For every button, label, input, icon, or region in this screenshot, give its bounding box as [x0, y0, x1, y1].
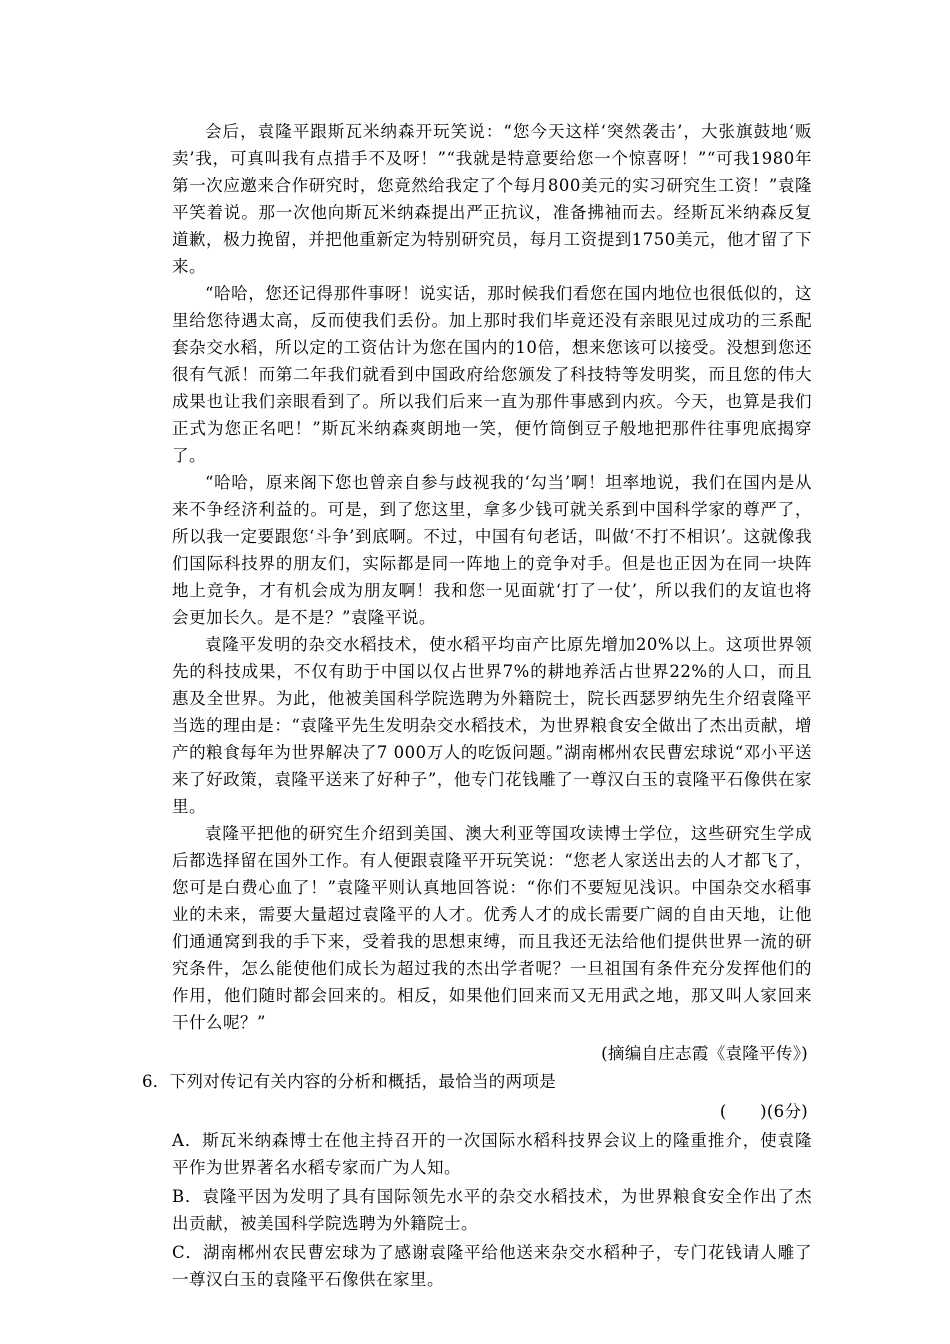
passage	[172, 118, 812, 1067]
option-a: A．斯瓦米纳森博士在他主持召开的一次国际水稻科技界会议上的隆重推介，使袁隆平作为世界著名水稻专家而广为人知。	[172, 1131, 812, 1177]
answer-blank-score: ( )(6分)	[719, 1102, 808, 1121]
option-c: C．湖南郴州农民曹宏球为了感谢袁隆平给他送来杂交水稻种子，专门花钱请人雕了一尊汉白玉的袁隆平石像供在家里。	[172, 1243, 812, 1289]
question-stem: 6．下列对传记有关内容的分析和概括，最恰当的两项是	[142, 1072, 556, 1091]
passage-paragraph-5: 袁隆平把他的研究生介绍到美国、澳大利亚等国攻读博士学位，这些研究生学成后都选择留在国外工作。有人便跟袁隆平开玩笑说：“您老人家送出去的人才都飞了，您可是白费心血了！”袁隆平则认真地回答说：“你们不要短见浅识。中国杂交水稻事业的未来，需要大量超过袁隆平的人才。优秀人才的成长需要广阔的自由天地，让他们通通窝到我的手下来，受着我的思想束缚，而且我还无法给他们提供世界一流的研究条件，怎么能使他们成长为超过我的杰出学者呢？一旦祖国有条件充分发挥他们的作用，他们随时都会回来的。相反，如果他们回来而又无用武之地，那又叫人家回来干什么呢？”	[172, 824, 812, 1032]
passage-paragraph-2: “哈哈，您还记得那件事呀！说实话，那时候我们看您在国内地位也很低似的，这里给您待遇太高，反而使我们丢份。加上那时我们毕竟还没有亲眼见过成功的三系配套杂交水稻，所以定的工资估计为您在国内的10倍，想来您该可以接受。没想到您还很有气派！而第二年我们就看到中国政府给您颁发了科技特等发明奖，而且您的伟大成果也让我们亲眼看到了。所以我们后来一直为那件事感到内疚。今天，也算是我们正式为您正名吧！”斯瓦米纳森爽朗地一笑，便竹筒倒豆子般地把那件往事兜底揭穿了。	[172, 284, 812, 465]
passage-paragraph-3: “哈哈，原来阁下您也曾亲自参与歧视我的‘勾当’啊！坦率地说，我们在国内是从来不争经济利益的。可是，到了您这里，拿多少钱可就关系到中国科学家的尊严了，所以我一定要跟您‘斗争’到底啊。不过，中国有句老话，叫做‘不打不相识’。这就像我们国际科技界的朋友们，实际都是同一阵地上的竞争对手。但是也正因为在同一块阵地上竞争，才有机会成为朋友啊！我和您一见面就‘打了一仗’，所以我们的友谊也将会更加长久。是不是？”袁隆平说。	[172, 473, 812, 627]
document-content	[142, 118, 812, 1295]
passage-paragraph-1: 会后，袁隆平跟斯瓦米纳森开玩笑说：“您今天这样‘突然袭击’，大张旗鼓地‘贩卖’我，可真叫我有点措手不及呀！”“我就是特意要给您一个惊喜呀！”“可我1980年第一次应邀来合作研究时，您竟然给我定了个每月800美元的实习研究生工资！”袁隆平笑着说。那一次他向斯瓦米纳森提出严正抗议，准备拂袖而去。经斯瓦米纳森反复道歉，极力挽留，并把他重新定为特别研究员，每月工资提到1750美元，他才留了下来。	[172, 122, 812, 276]
passage-source: (摘编自庄志霞《袁隆平传》)	[601, 1044, 808, 1063]
passage-paragraph-4: 袁隆平发明的杂交水稻技术，使水稻平均亩产比原先增加20%以上。这项世界领先的科技成果，不仅有助于中国以仅占世界7%的耕地养活占世界22%的人口，而且惠及全世界。为此，他被美国科学院选聘为外籍院士，院长西瑟罗纳先生介绍袁隆平当选的理由是：“袁隆平先生发明杂交水稻技术，为世界粮食安全做出了杰出贡献，增产的粮食每年为世界解决了7 000万人的吃饭问题。”湖南郴州农民曹宏球说“邓小平送来了好政策，袁隆平送来了好种子”，他专门花钱雕了一尊汉白玉的袁隆平石像供在家里。	[172, 635, 812, 816]
question-block	[142, 1067, 812, 1293]
option-b: B．袁隆平因为发明了具有国际领先水平的杂交水稻技术，为世界粮食安全作出了杰出贡献，被美国科学院选聘为外籍院士。	[172, 1187, 812, 1233]
